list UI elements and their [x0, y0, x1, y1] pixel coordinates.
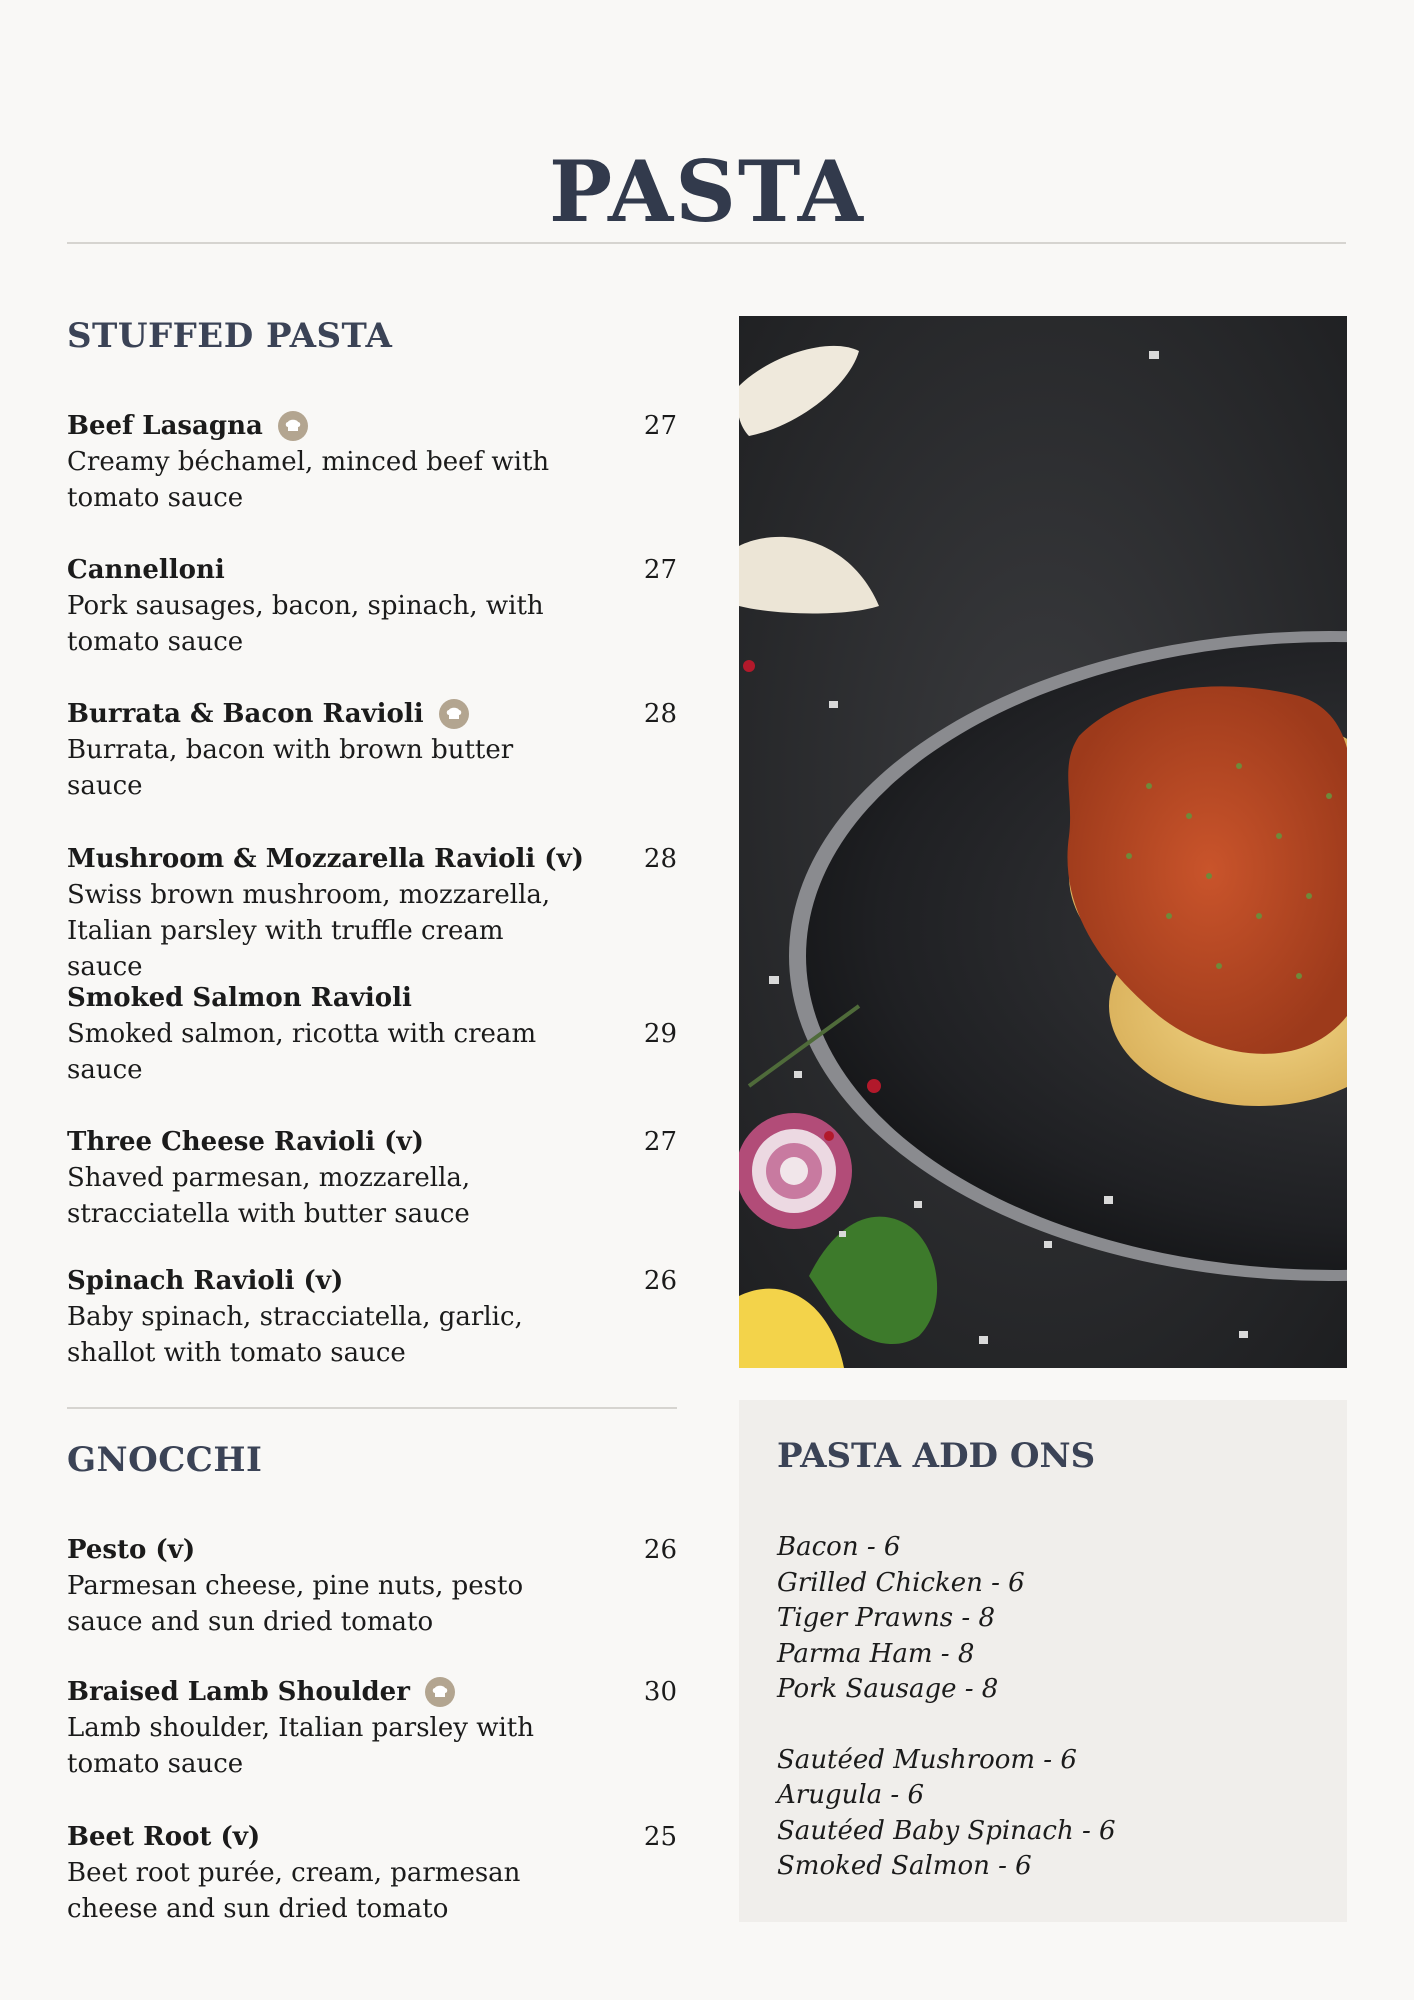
menu-item-name-text: Burrata & Bacon Ravioli — [67, 699, 424, 729]
menu-item-name — [67, 408, 677, 444]
menu-item-name-text: Pesto (v) — [67, 1535, 196, 1565]
menu-item-name — [67, 1819, 677, 1855]
add-on-item: Parma Ham - 8 — [777, 1638, 975, 1669]
menu-item — [67, 696, 677, 804]
section-divider — [67, 1407, 677, 1409]
menu-item-name-text: Beet Root (v) — [67, 1822, 261, 1852]
add-on-item: Grilled Chicken - 6 — [777, 1567, 1025, 1598]
menu-item-price: 29 — [643, 1019, 677, 1049]
description-line: Creamy béchamel, minced beef with — [67, 447, 550, 477]
menu-item-price: 25 — [643, 1822, 677, 1852]
add-ons-list — [777, 1530, 1116, 1885]
ravioli-photo — [739, 316, 1347, 1368]
menu-item-price: 27 — [643, 411, 677, 441]
menu-item-description — [67, 1855, 587, 1927]
add-on-item: Bacon - 6 — [777, 1532, 901, 1562]
add-ons-heading: PASTA ADD ONS — [777, 1436, 1096, 1476]
description-line: Burrata, bacon with brown butter — [67, 735, 514, 765]
description-line: sauce and sun dried tomato — [67, 1607, 434, 1637]
menu-item-description — [67, 1016, 587, 1088]
add-on-item: Sautéed Mushroom - 6 — [777, 1744, 1077, 1775]
description-line: Pork sausages, bacon, spinach, with — [67, 591, 544, 621]
description-line: sauce — [67, 1055, 143, 1085]
chef-hat-icon — [425, 1677, 455, 1707]
menu-item-name — [67, 1124, 677, 1160]
description-line: Lamb shoulder, Italian parsley with — [67, 1713, 534, 1743]
description-line: Smoked salmon, ricotta with cream — [67, 1019, 537, 1049]
menu-item — [67, 1819, 677, 1927]
add-on-item: Sautéed Baby Spinach - 6 — [777, 1815, 1116, 1846]
description-line: Italian parsley with truffle cream sauce — [67, 916, 504, 982]
menu-item-name-text: Beef Lasagna — [67, 411, 263, 441]
menu-item-price: 26 — [643, 1535, 677, 1565]
page-title: PASTA — [549, 142, 865, 242]
menu-item-price: 27 — [643, 555, 677, 585]
menu-item-description — [67, 588, 587, 660]
description-line: cheese and sun dried tomato — [67, 1894, 449, 1924]
description-line: Beet root purée, cream, parmesan — [67, 1858, 521, 1888]
menu-item-price: 27 — [643, 1127, 677, 1157]
header-divider — [67, 242, 1346, 244]
description-line: tomato sauce — [67, 483, 244, 513]
menu-item-price: 30 — [643, 1677, 677, 1707]
menu-item — [67, 980, 677, 1088]
description-line: Parmesan cheese, pine nuts, pesto — [67, 1571, 524, 1601]
menu-item-description — [67, 732, 587, 804]
menu-item — [67, 408, 677, 516]
menu-item-name — [67, 552, 677, 588]
menu-item-name — [67, 980, 677, 1016]
chef-hat-icon — [439, 699, 469, 729]
menu-item-name — [67, 1674, 677, 1710]
menu-item-price: 28 — [643, 844, 677, 874]
menu-item-price: 26 — [643, 1266, 677, 1296]
description-line: shallot with tomato sauce — [67, 1338, 406, 1368]
add-on-item: Tiger Prawns - 8 — [777, 1603, 996, 1633]
menu-item-name-text: Spinach Ravioli (v) — [67, 1266, 344, 1296]
add-on-item: Smoked Salmon - 6 — [777, 1851, 1032, 1881]
menu-item-name-text: Three Cheese Ravioli (v) — [67, 1127, 424, 1157]
menu-item-name — [67, 696, 677, 732]
add-ons-spacer — [777, 1708, 1116, 1743]
add-on-item: Arugula - 6 — [777, 1780, 925, 1810]
menu-item-name-text: Smoked Salmon Ravioli — [67, 983, 412, 1013]
menu-item-price: 28 — [643, 699, 677, 729]
menu-item — [67, 1263, 677, 1371]
menu-item-description — [67, 1160, 587, 1232]
menu-item-name — [67, 841, 677, 877]
menu-item-name — [67, 1263, 677, 1299]
menu-item — [67, 1674, 677, 1782]
menu-item-name-text: Braised Lamb Shoulder — [67, 1677, 410, 1707]
menu-item — [67, 841, 677, 985]
gnocchi-heading: GNOCCHI — [67, 1440, 263, 1480]
menu-item-description — [67, 1299, 587, 1371]
pasta-add-ons-panel — [739, 1400, 1347, 1922]
menu-item — [67, 552, 677, 660]
description-line: tomato sauce — [67, 627, 244, 657]
menu-item-description — [67, 877, 587, 985]
menu-item-description — [67, 1710, 587, 1782]
stuffed-pasta-heading: STUFFED PASTA — [67, 316, 393, 356]
menu-item-name — [67, 1532, 677, 1568]
menu-item-name-text: Cannelloni — [67, 555, 225, 585]
menu-item-name-text: Mushroom & Mozzarella Ravioli (v) — [67, 844, 584, 874]
chef-hat-icon — [278, 411, 308, 441]
description-line: Swiss brown mushroom, mozzarella, — [67, 880, 551, 910]
description-line: sauce — [67, 771, 143, 801]
menu-item-description — [67, 444, 587, 516]
description-line: tomato sauce — [67, 1749, 244, 1779]
add-on-item: Pork Sausage - 8 — [777, 1674, 999, 1704]
menu-item — [67, 1532, 677, 1640]
description-line: Baby spinach, stracciatella, garlic, — [67, 1302, 523, 1332]
menu-item-description — [67, 1568, 587, 1640]
description-line: Shaved parmesan, mozzarella, — [67, 1163, 471, 1193]
description-line: stracciatella with butter sauce — [67, 1199, 470, 1229]
menu-item — [67, 1124, 677, 1232]
